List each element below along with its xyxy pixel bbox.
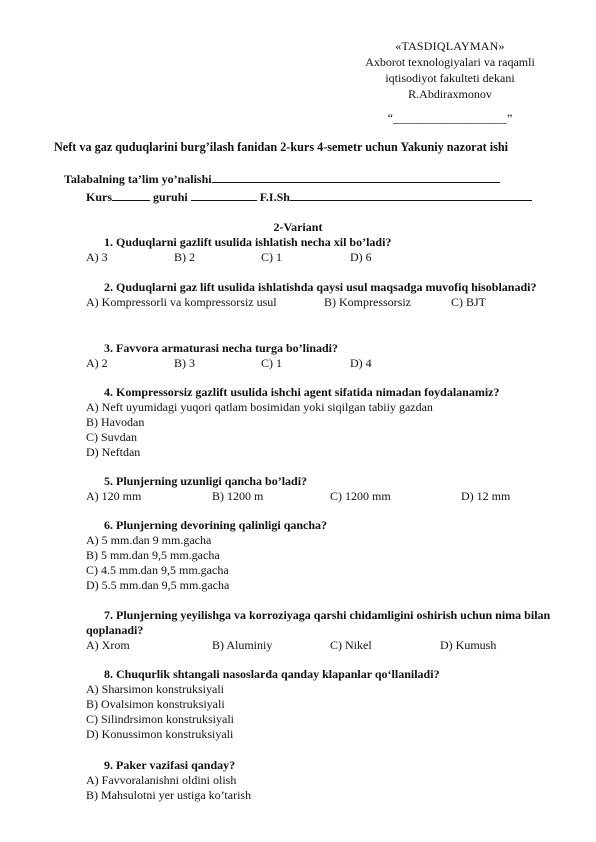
option-c: C) Silindrsimon konstruksiyali [86, 712, 235, 726]
question-text: 2. Quduqlarni gaz lift usulida ishlatishda qaysi usul maqsadga muvofiq hisoblanadi? [104, 280, 537, 294]
question-3 [86, 341, 556, 371]
approval-dean-name: R.Abdiraxmonov [408, 87, 492, 101]
option-a: A) Xrom [86, 638, 130, 652]
option-b: B) 2 [174, 250, 195, 264]
option-c: C) 4.5 mm.dan 9,5 mm.gacha [86, 563, 229, 577]
course-blank [112, 188, 150, 201]
option-d: D) 12 mm [461, 489, 511, 503]
option-c: C) 1 [261, 356, 282, 370]
course-label: Kurs [86, 190, 113, 204]
option-d: D) Kumush [440, 638, 497, 652]
options-row [86, 295, 556, 310]
question-text: 4. Kompressorsiz gazlift usulida ishchi agent sifatida nimadan foydalanamiz? [104, 385, 500, 399]
option-b: B) Kompressorsiz [324, 295, 411, 309]
name-label: F.I.Sh [259, 190, 290, 204]
question-8 [86, 667, 556, 742]
option-c: C) Suvdan [86, 430, 137, 444]
question-6 [86, 518, 556, 593]
question-text: 9. Paker vazifasi qanday? [104, 758, 236, 772]
direction-blank [212, 170, 500, 183]
question-text: 6. Plunjerning devorining qalinligi qancha? [104, 518, 328, 532]
option-a: A) Favvoralanishni oldini olish [86, 773, 237, 787]
option-c: C) BJT [451, 295, 487, 309]
option-b: B) Mahsulotni yer ustiga ko’tarish [86, 788, 252, 802]
variant-heading: 2-Variant [273, 220, 323, 234]
question-4 [86, 385, 556, 460]
options-row [86, 250, 556, 265]
option-a: A) 3 [86, 250, 108, 264]
approval-line-1: Axborot texnologiyalari va raqamli [365, 55, 535, 69]
option-d: D) 6 [350, 250, 372, 264]
question-1 [86, 235, 556, 265]
option-b: B) Aluminiy [212, 638, 273, 652]
question-text: 3. Favvora armaturasi necha turga bo’linadi? [104, 341, 338, 355]
question-7 [86, 608, 556, 653]
option-a: A) Neft uyumidagi yuqori qatlam bosimidan yoki siqilgan tabiiy gazdan [86, 400, 433, 414]
option-c: C) 1200 mm [330, 489, 391, 503]
option-a: A) Kompressorli va kompressorsiz usul [86, 295, 277, 309]
exam-title: Neft va gaz quduqlarini burg’ilash fanidan 2-kurs 4-semetr uchun Yakuniy nazorat ishi [54, 140, 509, 154]
options-row [86, 638, 556, 653]
option-b: B) 5 mm.dan 9,5 mm.gacha [86, 548, 220, 562]
option-c: C) Nikel [330, 638, 372, 652]
question-text: 1. Quduqlarni gazlift usulida ishlatish necha xil bo’ladi? [104, 235, 392, 249]
direction-label: Talabalning ta’lim yo’nalishi [64, 172, 212, 186]
approval-title: «TASDIQLAYMAN» [395, 39, 505, 53]
student-fields [86, 188, 532, 205]
option-d: D) 4 [350, 356, 372, 370]
option-a: A) Sharsimon konstruksiyali [86, 682, 224, 696]
approval-line-2: iqtisodiyot fakulteti dekani [385, 71, 515, 85]
question-2 [86, 280, 556, 310]
option-b: B) 3 [174, 356, 195, 370]
option-b: B) 1200 m [212, 489, 264, 503]
group-label: guruhi [153, 190, 188, 204]
options-row [86, 489, 556, 504]
option-d: D) Neftdan [86, 445, 141, 459]
direction-field [64, 170, 500, 187]
option-b: B) Ovalsimon konstruksiyali [86, 697, 225, 711]
approval-block [340, 38, 560, 126]
group-blank [191, 188, 257, 201]
question-9 [86, 758, 556, 803]
option-d: D) Konussimon konstruksiyali [86, 727, 234, 741]
option-b: B) Havodan [86, 415, 145, 429]
option-a: A) 5 mm.dan 9 mm.gacha [86, 533, 212, 547]
option-c: C) 1 [261, 250, 282, 264]
question-text: 8. Chuqurlik shtangali nasoslarda qanday klapanlar qo‘llaniladi? [104, 667, 440, 681]
question-text: 7. Plunjerning yeyilishga va korroziyaga qarshi chidamligini oshirish uchun nima bilan qoplanadi? [86, 608, 551, 637]
option-a: A) 2 [86, 356, 108, 370]
approval-signature-line: “___________________” [387, 111, 513, 125]
option-a: A) 120 mm [86, 489, 142, 503]
question-text: 5. Plunjerning uzunligi qancha bo’ladi? [104, 474, 308, 488]
option-d: D) 5.5 mm.dan 9,5 mm.gacha [86, 578, 230, 592]
options-row [86, 356, 556, 371]
question-5 [86, 474, 556, 504]
name-blank [290, 188, 532, 201]
